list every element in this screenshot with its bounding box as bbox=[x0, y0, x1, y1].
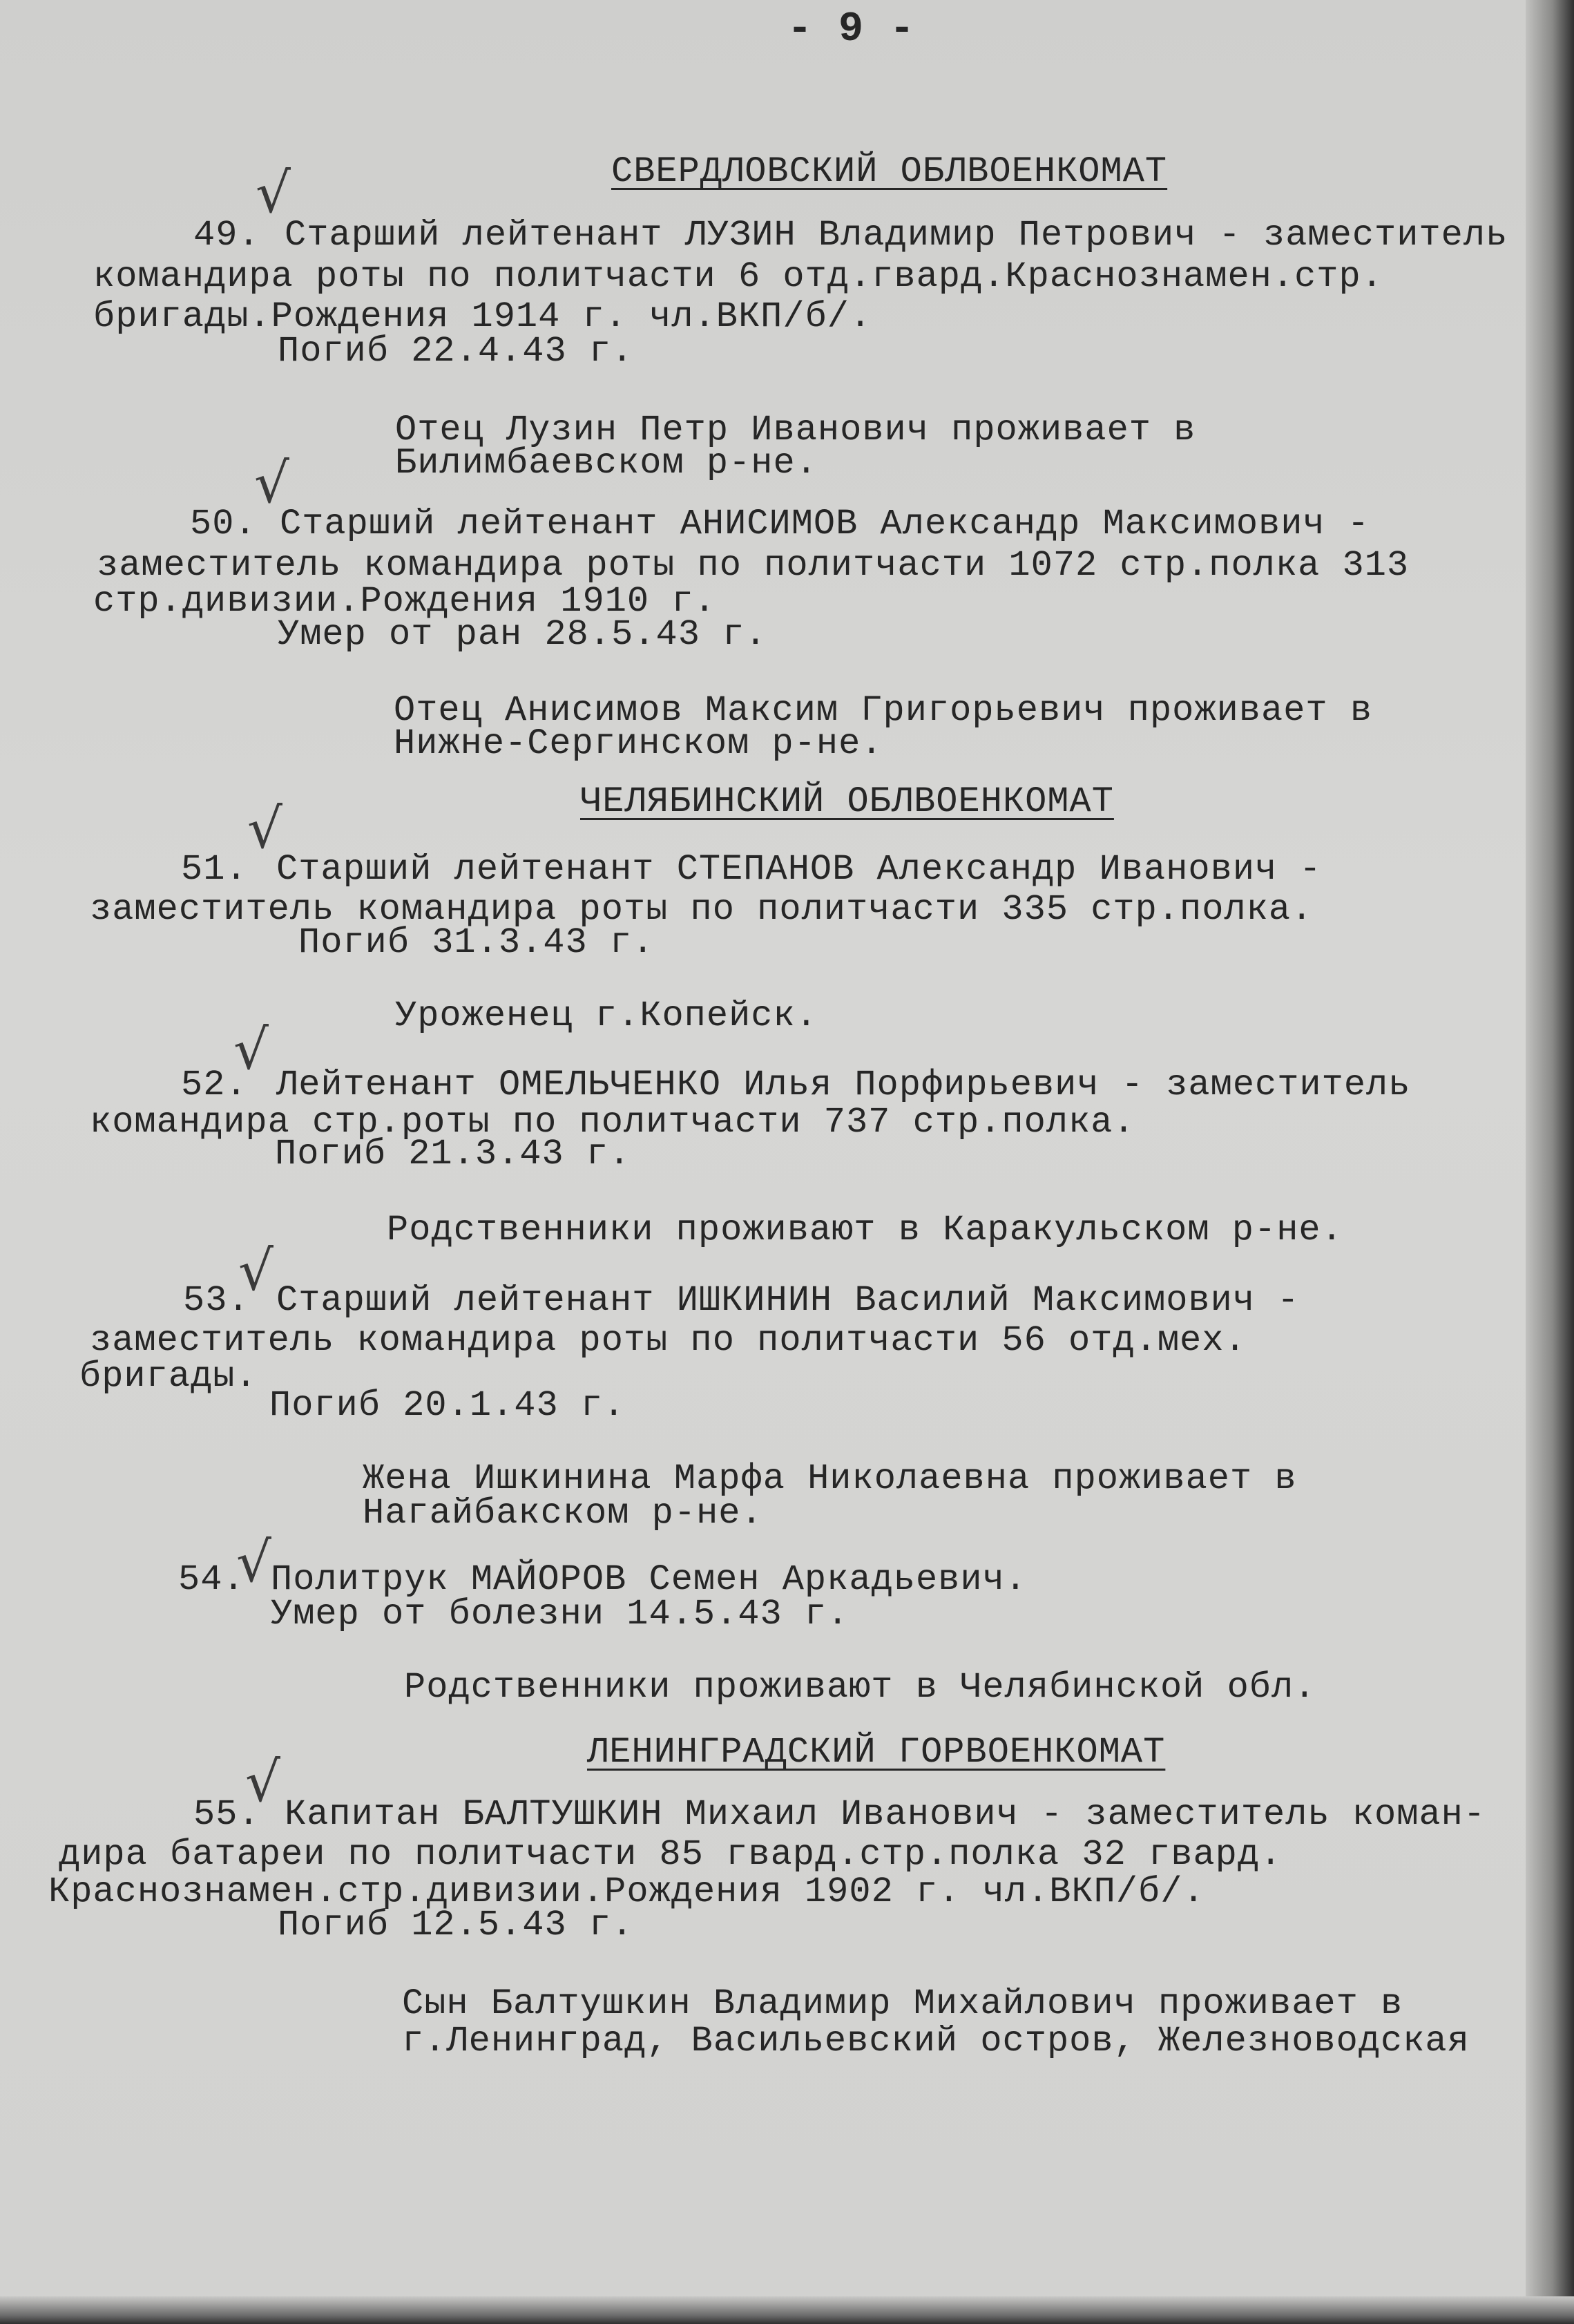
entry-fate: Умер от болезни 14.5.43 г. bbox=[271, 1594, 850, 1635]
entry-line: Старший лейтенант АНИСИМОВ Александр Максимович - bbox=[280, 504, 1370, 544]
entry-relatives: Уроженец г.Копейск. bbox=[395, 996, 818, 1036]
section-header-sverdlovsk: СВЕРДЛОВСКИЙ ОБЛВОЕНКОМАТ bbox=[611, 151, 1168, 192]
entry-number: 54. bbox=[178, 1559, 245, 1600]
entry-line: Политрук МАЙОРОВ Семен Аркадьевич. bbox=[271, 1559, 1027, 1600]
entry-fate: Умер от ран 28.5.43 г. bbox=[278, 614, 767, 655]
check-mark-icon: √ bbox=[256, 161, 291, 225]
entry-relatives: Сын Балтушкин Владимир Михайлович проживает в bbox=[402, 1983, 1403, 2024]
entry-number: 51. bbox=[181, 849, 248, 890]
entry-line: бригады.Рождения 1914 г. чл.ВКП/б/. bbox=[93, 296, 872, 337]
entry-line: дира батареи по политчасти 85 гвард.стр.полка 32 гвард. bbox=[59, 1834, 1283, 1875]
entry-relatives: Жена Ишкинина Марфа Николаевна проживает в bbox=[363, 1458, 1297, 1499]
entry-fate: Погиб 21.3.43 г. bbox=[275, 1134, 631, 1174]
entry-number: 49. bbox=[193, 215, 260, 256]
entry-line: стр.дивизии.Рождения 1910 г. bbox=[93, 581, 716, 622]
entry-number: 52. bbox=[181, 1065, 248, 1105]
entry-relatives: Нижне-Сергинском р-не. bbox=[394, 723, 883, 764]
entry-line: заместитель командира роты по политчасти 335 стр.полка. bbox=[90, 889, 1314, 930]
section-header-chelyabinsk: ЧЕЛЯБИНСКИЙ ОБЛВОЕНКОМАТ bbox=[580, 781, 1114, 822]
entry-number: 50. bbox=[190, 504, 257, 544]
check-mark-icon: √ bbox=[254, 451, 289, 515]
entry-line: заместитель командира роты по политчасти 56 отд.мех. bbox=[90, 1320, 1247, 1361]
entry-number: 55. bbox=[193, 1794, 260, 1835]
entry-fate: Погиб 31.3.43 г. bbox=[298, 922, 655, 963]
entry-fate: Погиб 22.4.43 г. bbox=[278, 331, 634, 372]
entry-fate: Погиб 20.1.43 г. bbox=[269, 1385, 626, 1426]
entry-line: командира роты по политчасти 6 отд.гвард.Краснознамен.стр. bbox=[93, 256, 1383, 297]
entry-line: командира стр.роты по политчасти 737 стр.полка. bbox=[90, 1102, 1135, 1143]
entry-line: Старший лейтенант ИШКИНИН Василий Максимович - bbox=[276, 1280, 1300, 1321]
entry-fate: Погиб 12.5.43 г. bbox=[278, 1905, 634, 1945]
entry-line: Старший лейтенант ЛУЗИН Владимир Петрович - заместитель bbox=[285, 215, 1508, 256]
entry-relatives: Билимбаевском р-не. bbox=[395, 443, 818, 484]
entry-line: Лейтенант ОМЕЛЬЧЕНКО Илья Порфирьевич - заместитель bbox=[276, 1065, 1411, 1105]
section-header-leningrad: ЛЕНИНГРАДСКИЙ ГОРВОЕНКОМАТ bbox=[587, 1732, 1166, 1773]
entry-line: Капитан БАЛТУШКИН Михаил Иванович - заместитель коман- bbox=[285, 1794, 1486, 1835]
entry-relatives: г.Ленинград, Васильевский остров, Железноводская bbox=[402, 2021, 1470, 2061]
check-mark-icon: √ bbox=[245, 1750, 280, 1814]
entry-line: заместитель командира роты по политчасти 1072 стр.полка 313 bbox=[97, 545, 1410, 586]
scan-edge-right bbox=[1526, 0, 1574, 2324]
entry-relatives: Родственники проживают в Челябинской обл. bbox=[404, 1667, 1316, 1708]
entry-line: бригады. bbox=[79, 1356, 258, 1397]
check-mark-icon: √ bbox=[236, 1530, 271, 1594]
scan-edge-bottom bbox=[0, 2296, 1574, 2324]
check-mark-icon: √ bbox=[233, 1018, 269, 1082]
entry-line: Краснознамен.стр.дивизии.Рождения 1902 г. чл.ВКП/б/. bbox=[48, 1871, 1205, 1912]
entry-line: Старший лейтенант СТЕПАНОВ Александр Иванович - bbox=[276, 849, 1322, 890]
entry-relatives: Нагайбакском р-не. bbox=[363, 1493, 763, 1534]
page-number: - 9 - bbox=[787, 6, 916, 53]
entry-relatives: Отец Анисимов Максим Григорьевич проживает в bbox=[394, 690, 1373, 731]
check-mark-icon: √ bbox=[238, 1239, 273, 1303]
entry-relatives: Отец Лузин Петр Иванович проживает в bbox=[395, 410, 1196, 450]
entry-relatives: Родственники проживают в Каракульском р-не. bbox=[387, 1210, 1343, 1250]
check-mark-icon: √ bbox=[247, 797, 282, 861]
entry-number: 53. bbox=[183, 1280, 250, 1321]
